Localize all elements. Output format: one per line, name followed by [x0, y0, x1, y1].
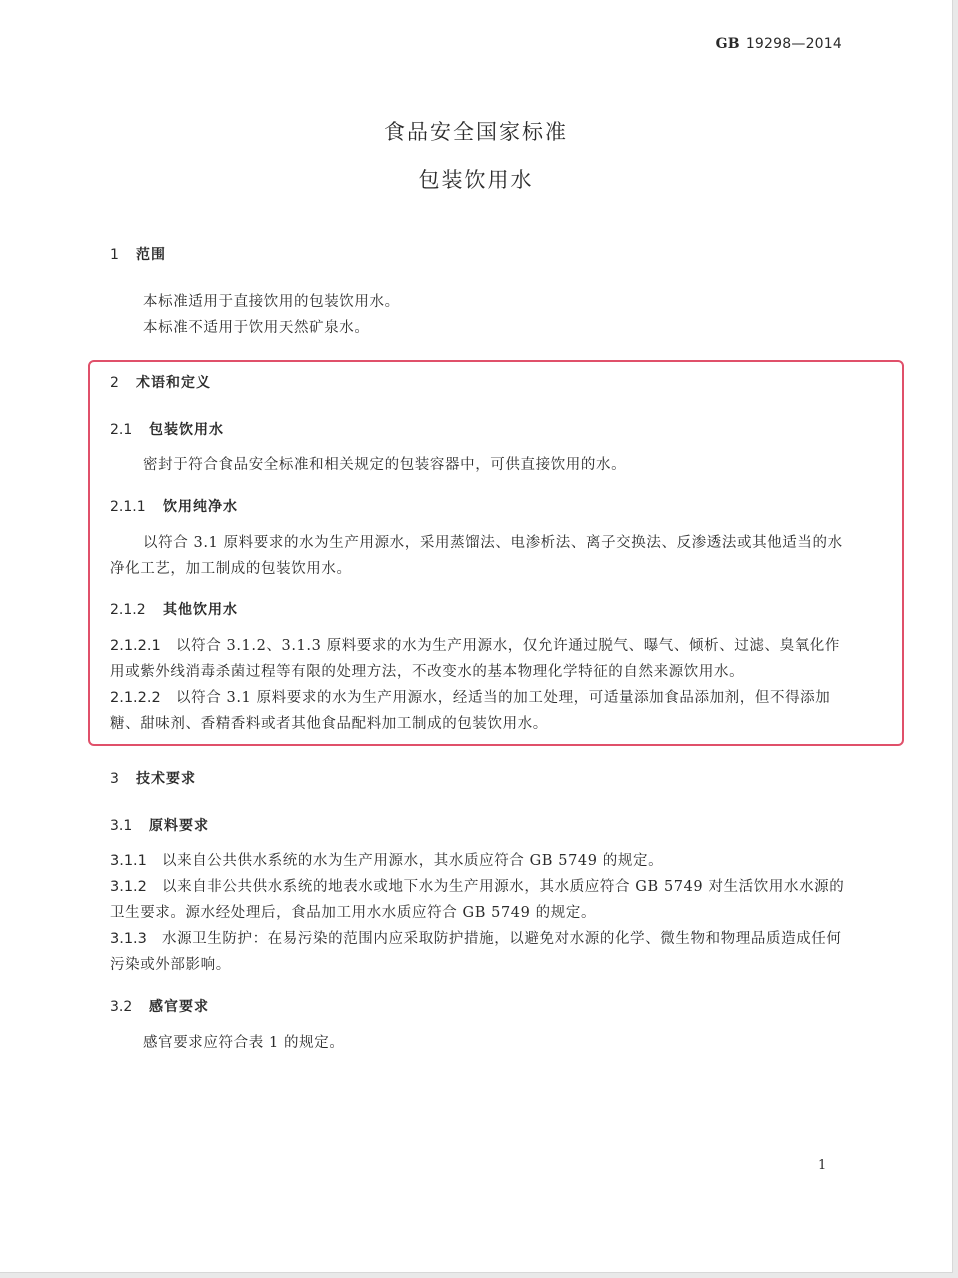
- clause-text: 以符合 3.1 原料要求的水为生产用源水，经适当的加工处理，可适量添加食品添加剂，但不得添加糖、甜味剂、香精香料或者其他食品配料加工制成的包装饮用水。: [110, 690, 831, 732]
- section-number: 1: [110, 247, 119, 263]
- section-2-1-1-heading: [110, 496, 238, 516]
- clause-2-1-2-1: [110, 633, 848, 685]
- section-1-heading: [110, 244, 166, 264]
- clause-number: 3.1.1: [110, 853, 147, 869]
- section-title: 感官要求: [149, 999, 209, 1015]
- clause-text: 水源卫生防护：在易污染的范围内应采取防护措施，以避免对水源的化学、微生物和物理品质造成任何污染或外部影响。: [110, 931, 842, 973]
- paragraph: 本标准适用于直接饮用的包装饮用水。: [143, 294, 400, 310]
- section-number: 2: [110, 375, 119, 391]
- clause-3-1-1: [110, 848, 848, 874]
- clause-3-1-2: [110, 874, 848, 926]
- section-number: 2.1.1: [110, 499, 146, 515]
- section-2-1-2-heading: [110, 599, 238, 619]
- section-number: 3.1: [110, 818, 133, 834]
- section-number: 3.2: [110, 999, 133, 1015]
- section-2-heading: [110, 372, 211, 392]
- section-title: 包装饮用水: [149, 422, 224, 438]
- section-title: 术语和定义: [136, 375, 211, 391]
- document-subtitle: 包装饮用水: [418, 168, 534, 192]
- paragraph: 本标准不适用于饮用天然矿泉水。: [143, 320, 370, 336]
- standard-number: 19298—2014: [745, 36, 842, 52]
- section-3-2-heading: [110, 996, 209, 1016]
- section-2-1-heading: [110, 419, 224, 439]
- section-number: 2.1.2: [110, 602, 146, 618]
- standard-code: [716, 36, 842, 52]
- section-title: 饮用纯净水: [163, 499, 238, 515]
- paragraph: 密封于符合食品安全标准和相关规定的包装容器中，可供直接饮用的水。: [143, 457, 627, 473]
- section-title: 技术要求: [136, 771, 196, 787]
- clause-number: 2.1.2.2: [110, 690, 161, 706]
- section-title: 范围: [136, 247, 166, 263]
- clause-text: 以符合 3.1.2、3.1.3 原料要求的水为生产用源水，仅允许通过脱气、曝气、倾析、过滤、臭氧化作用或紫外线消毒杀菌过程等有限的处理方法，不改变水的基本物理化学特征的自然来源饮用水。: [110, 638, 841, 680]
- clause-number: 3.1.2: [110, 879, 147, 895]
- clause-2-1-2-2: [110, 685, 848, 737]
- standard-prefix: GB: [715, 36, 740, 52]
- document-title: 食品安全国家标准: [384, 120, 568, 144]
- section-title: 其他饮用水: [163, 602, 238, 618]
- section-3-heading: [110, 768, 196, 788]
- section-title: 原料要求: [149, 818, 209, 834]
- clause-number: 3.1.3: [110, 931, 147, 947]
- section-number: 2.1: [110, 422, 133, 438]
- clause-number: 2.1.2.1: [110, 638, 161, 654]
- clause-3-1-3: [110, 926, 848, 978]
- paragraph: 感官要求应符合表 1 的规定。: [143, 1035, 345, 1051]
- clause-text: 以来自公共供水系统的水为生产用源水，其水质应符合 GB 5749 的规定。: [162, 853, 664, 869]
- page-number: 1: [818, 1158, 827, 1173]
- paragraph: 以符合 3.1 原料要求的水为生产用源水，采用蒸馏法、电渗析法、离子交换法、反渗透法或其他适当的水净化工艺，加工制成的包装饮用水。: [110, 535, 843, 577]
- section-number: 3: [110, 771, 119, 787]
- clause-text: 以来自非公共供水系统的地表水或地下水为生产用源水，其水质应符合 GB 5749 对生活饮用水水源的卫生要求。源水经处理后，食品加工用水水质应符合 GB 5749 的规定。: [110, 879, 845, 921]
- section-3-1-heading: [110, 815, 209, 835]
